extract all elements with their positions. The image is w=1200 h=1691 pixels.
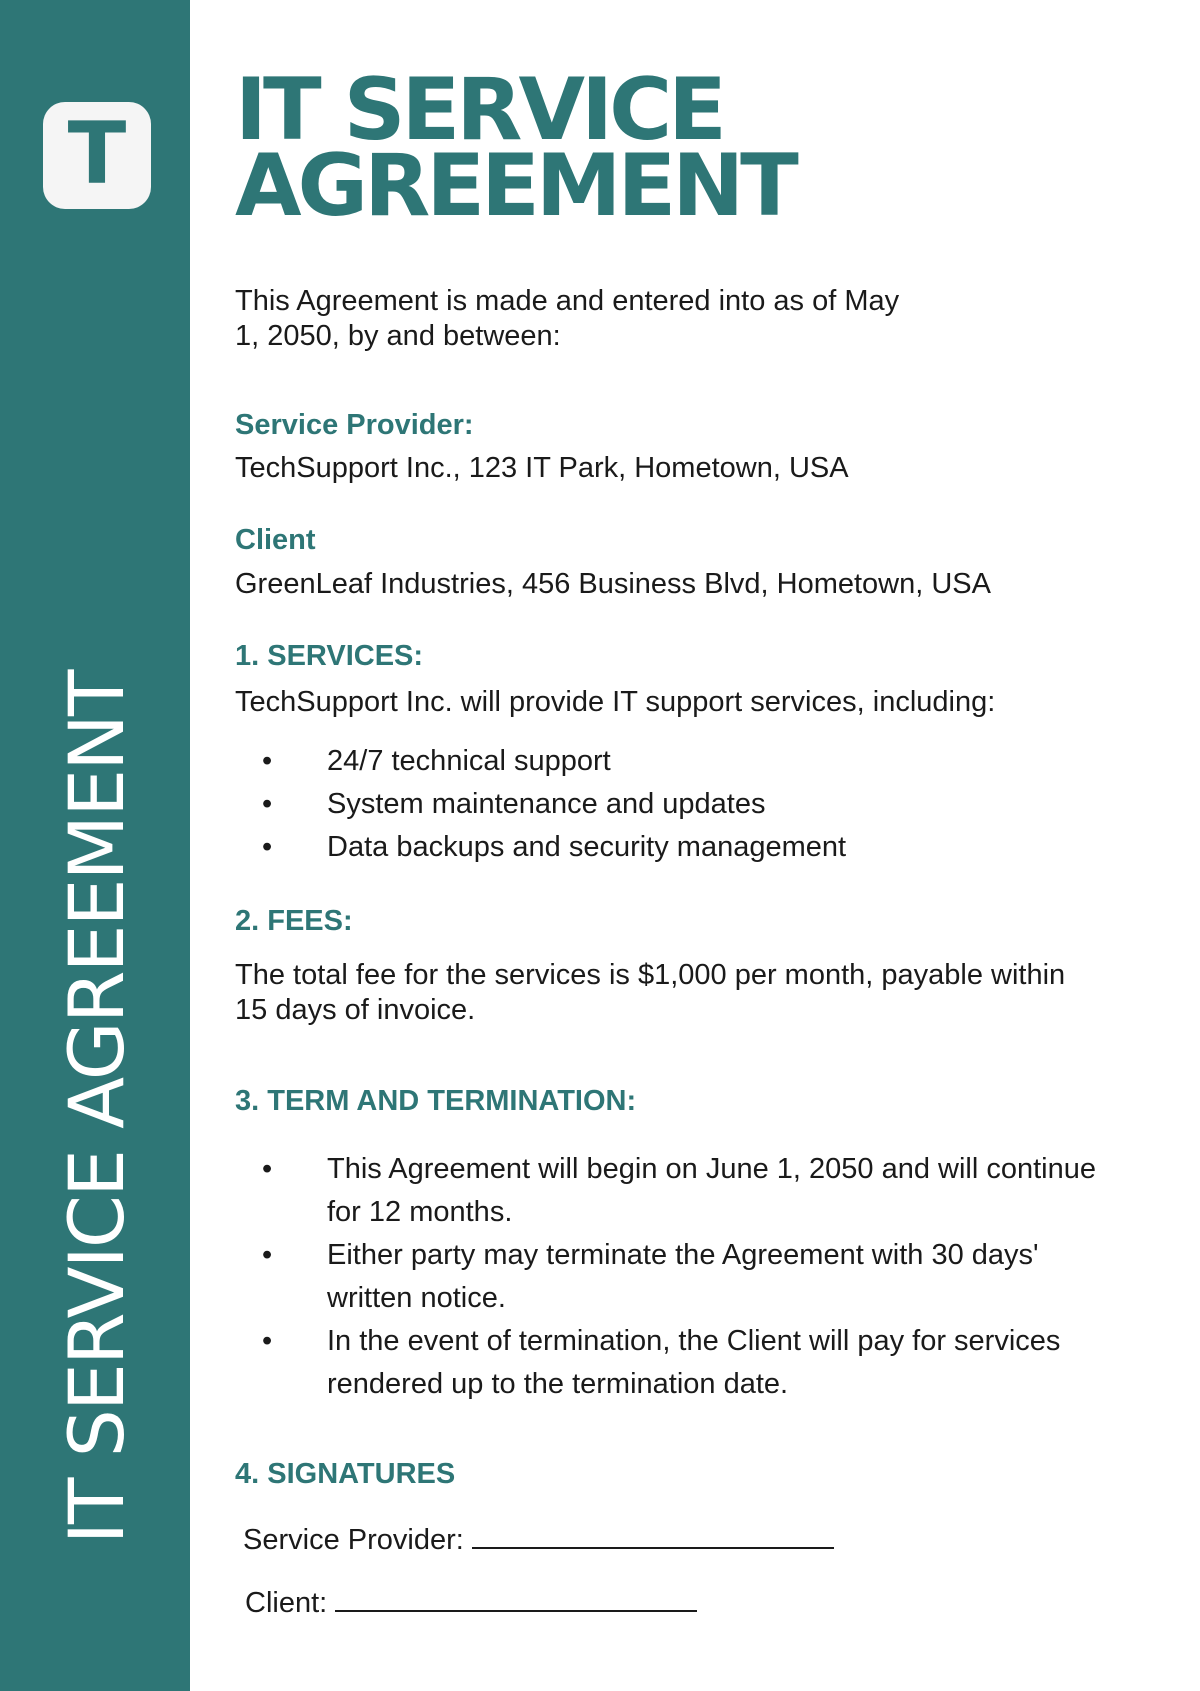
- client-signature-line[interactable]: [245, 1584, 697, 1621]
- provider-label: Service Provider:: [235, 409, 474, 441]
- page-title: [235, 60, 1135, 236]
- list-item: [235, 1234, 1115, 1320]
- provider-signature-line[interactable]: [243, 1521, 834, 1558]
- provider-value: TechSupport Inc., 123 IT Park, Hometown, USA: [235, 452, 849, 484]
- sidebar: [0, 0, 190, 1691]
- bullet-icon: •: [262, 1153, 273, 1185]
- bullet-icon: •: [262, 831, 273, 863]
- client-value: GreenLeaf Industries, 456 Business Blvd, Hometown, USA: [235, 568, 991, 600]
- fees-heading: 2. FEES:: [235, 905, 353, 937]
- client-label: Client: [235, 524, 316, 556]
- services-list: [235, 740, 1095, 869]
- logo: [43, 102, 151, 209]
- list-item: [235, 783, 1095, 826]
- list-item-text: This Agreement will begin on June 1, 2050 and will continue for 12 months.: [327, 1153, 1096, 1228]
- client-signature-field[interactable]: [335, 1584, 697, 1612]
- page-title-line-1: IT SERVICE: [235, 60, 723, 160]
- vertical-title: IT SERVICE AGREEMENT: [52, 671, 141, 1545]
- page-title-line-2: AGREEMENT: [235, 136, 795, 236]
- bullet-icon: •: [262, 1325, 273, 1357]
- bullet-icon: •: [262, 745, 273, 777]
- term-heading: 3. TERM AND TERMINATION:: [235, 1085, 637, 1117]
- list-item-text: Either party may terminate the Agreement with 30 days' written notice.: [327, 1239, 1039, 1314]
- provider-signature-label: Service Provider:: [243, 1524, 464, 1556]
- list-item: [235, 1148, 1115, 1234]
- logo-letter: T: [67, 103, 127, 204]
- services-heading: 1. SERVICES:: [235, 640, 424, 672]
- list-item: [235, 1320, 1115, 1406]
- bullet-icon: •: [262, 788, 273, 820]
- fees-text: The total fee for the services is $1,000 per month, payable within 15 days of invoice.: [235, 959, 1066, 1026]
- provider-signature-field[interactable]: [472, 1521, 834, 1549]
- list-item-text: System maintenance and updates: [327, 788, 766, 820]
- list-item: [235, 826, 1095, 869]
- term-list: [235, 1148, 1115, 1406]
- signatures-heading: 4. SIGNATURES: [235, 1458, 456, 1490]
- bullet-icon: •: [262, 1239, 273, 1271]
- client-signature-label: Client:: [245, 1587, 328, 1619]
- services-intro: TechSupport Inc. will provide IT support services, including:: [235, 686, 996, 718]
- list-item-text: 24/7 technical support: [327, 745, 611, 777]
- list-item-text: Data backups and security management: [327, 831, 847, 863]
- list-item: [235, 740, 1095, 783]
- list-item-text: In the event of termination, the Client will pay for services rendered up to the termination date.: [327, 1325, 1061, 1400]
- intro-paragraph: This Agreement is made and entered into as of May 1, 2050, by and between:: [235, 285, 900, 352]
